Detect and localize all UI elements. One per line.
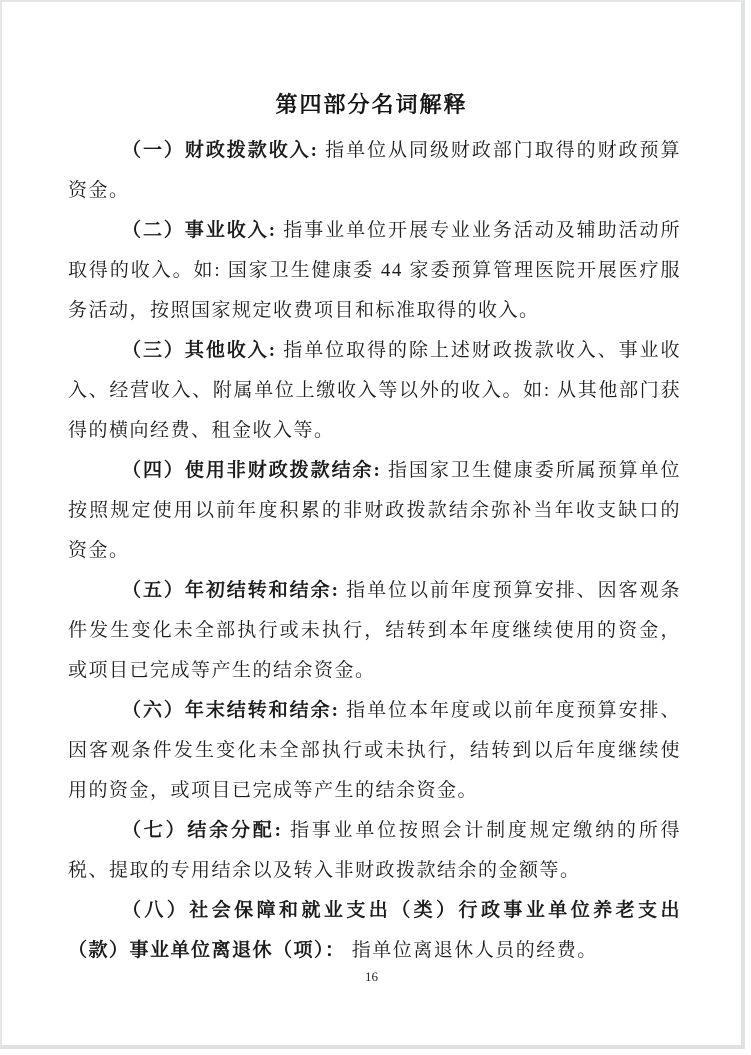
section-title: 第四部分名词解释 bbox=[275, 92, 468, 117]
term-paragraph-2 bbox=[68, 211, 681, 331]
term-label-3: （三）其他收入: bbox=[122, 340, 277, 361]
term-paragraph-1 bbox=[68, 131, 681, 211]
term-paragraph-8 bbox=[68, 891, 681, 971]
term-paragraph-5 bbox=[68, 571, 681, 691]
term-label-8: （八）社会保障和就业支出（类）行政事业单位养老支出（款）事业单位离退休（项）： bbox=[68, 900, 681, 961]
term-definition-7: 指事业单位按照会计制度规定缴纳的所得税、提取的专用结余以及转入非财政拨款结余的金额等。 bbox=[68, 820, 681, 881]
term-paragraph-7 bbox=[68, 811, 681, 891]
term-definition-6: 指单位本年度或以前年度预算安排、因客观条件发生变化未全部执行或未执行，结转到以后年度继续使用的资金，或项目已完成等产生的结余资金。 bbox=[68, 700, 682, 801]
term-label-4: （四）使用非财政拨款结余: bbox=[122, 460, 382, 481]
term-definition-3: 指单位取得的除上述财政拨款收入、事业收入、经营收入、附属单位上缴收入等以外的收入。如: 从其他部门获得的横向经费、租金收入等。 bbox=[68, 340, 682, 441]
term-label-6: （六）年末结转和结余: bbox=[122, 700, 340, 721]
term-definition-4: 指国家卫生健康委所属预算单位按照规定使用以前年度积累的非财政拨款结余弥补当年收支缺口的资金。 bbox=[68, 460, 682, 561]
term-definition-1: 指单位从同级财政部门取得的财政预算资金。 bbox=[68, 140, 681, 201]
term-label-1: （一）财政拨款收入: bbox=[122, 140, 319, 161]
page-number: 16 bbox=[365, 969, 378, 984]
document-body bbox=[68, 131, 681, 971]
term-paragraph-4 bbox=[68, 451, 681, 571]
term-definition-8: 指单位离退休人员的经费。 bbox=[351, 940, 598, 961]
term-paragraph-3 bbox=[68, 331, 681, 451]
term-label-2: （二）事业收入: bbox=[122, 220, 277, 241]
term-label-5: （五）年初结转和结余: bbox=[122, 580, 340, 601]
term-definition-5: 指单位以前年度预算安排、因客观条件发生变化未全部执行或未执行，结转到本年度继续使用的资金，或项目已完成等产生的结余资金。 bbox=[68, 580, 682, 681]
term-definition-2: 指事业单位开展专业业务活动及辅助活动所取得的收入。如: 国家卫生健康委 44 家委预算管理医院开展医疗服务活动，按照国家规定收费项目和标准取得的收入。 bbox=[68, 220, 682, 321]
term-paragraph-6 bbox=[68, 691, 681, 811]
term-label-7: （七）结余分配: bbox=[122, 820, 283, 841]
